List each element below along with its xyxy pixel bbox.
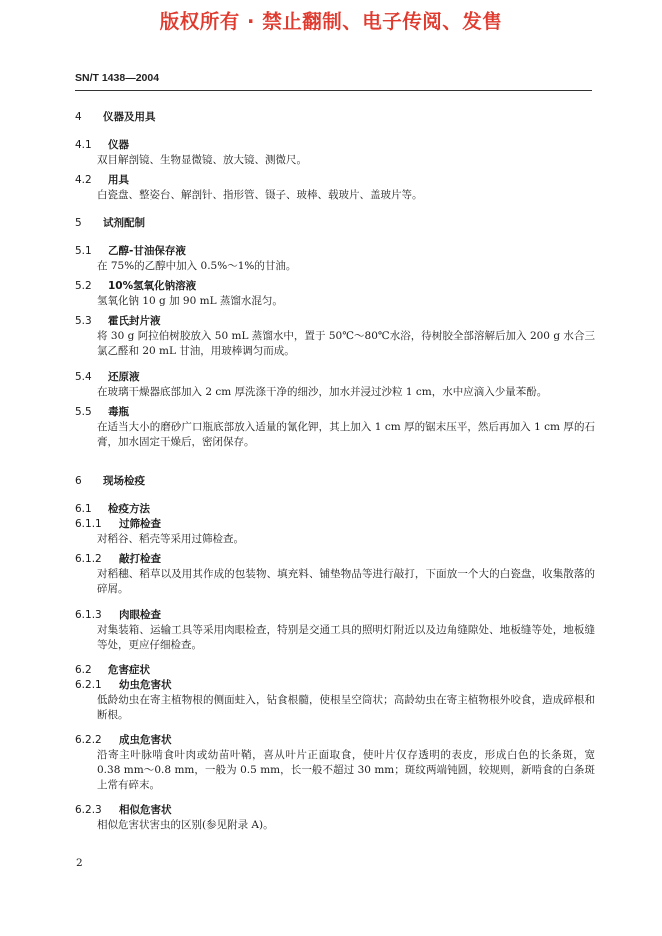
heading-number: 6.1.1 <box>75 518 102 530</box>
heading-number: 5.3 <box>75 315 92 327</box>
heading-number: 5.5 <box>75 406 92 418</box>
heading-title: 危害症状 <box>108 664 150 676</box>
paragraph: 对稻穗、稻草以及用其作成的包装物、填充料、铺垫物品等进行敲打，下面放一个大的白瓷盘，收集散落的碎屑。 <box>97 568 595 595</box>
paragraph: 双目解剖镜、生物显微镜、放大镜、测微尺。 <box>97 154 307 166</box>
section-heading <box>75 678 595 693</box>
heading-title: 成虫危害状 <box>119 734 172 746</box>
chapter-heading <box>75 216 595 231</box>
heading-number: 6.1 <box>75 503 92 515</box>
section-heading <box>75 608 595 623</box>
section-heading <box>75 405 595 420</box>
heading-title: 检疫方法 <box>108 503 150 515</box>
heading-title: 仪器及用具 <box>103 111 156 123</box>
heading-number: 6.2.1 <box>75 679 102 691</box>
section-heading <box>75 502 595 517</box>
heading-title: 霍氏封片液 <box>108 315 161 327</box>
heading-title: 试剂配制 <box>103 217 145 229</box>
section-heading <box>75 173 595 188</box>
heading-title: 毒瓶 <box>108 406 129 418</box>
heading-title: 乙醇-甘油保存液 <box>108 245 186 257</box>
section-heading <box>75 138 595 153</box>
heading-title: 用具 <box>108 174 129 186</box>
heading-number: 4 <box>75 111 82 123</box>
heading-title: 过筛检查 <box>119 518 161 530</box>
paragraph: 沿寄主叶脉啃食叶肉或幼苗叶鞘，喜从叶片正面取食，使叶片仅存透明的表皮，形成白色的长条斑，宽 0.38 mm～0.8 mm，一般为 0.5 mm，长一般不超过 30 mm；斑纹两端钝圆，较规则，新啃食的白条斑上常有碎末。 <box>97 749 595 791</box>
paragraph: 低龄幼虫在寄主植物根的侧面蛀入，钻食根髓，使根呈空筒状；高龄幼虫在寄主植物根外咬食，造成碎根和断根。 <box>97 694 595 721</box>
heading-number: 5.1 <box>75 245 92 257</box>
paragraph: 相似危害状害虫的区别(参见附录 A)。 <box>97 819 274 831</box>
heading-title: 相似危害状 <box>119 804 172 816</box>
paragraph: 对稻谷、稻壳等采用过筛检查。 <box>97 533 244 545</box>
watermark-banner: 版权所有 · 禁止翻制、电子传阅、发售 <box>159 10 503 33</box>
section-heading <box>75 663 595 678</box>
paragraph: 白瓷盘、整姿台、解剖针、指形管、镊子、玻棒、载玻片、盖玻片等。 <box>97 189 423 201</box>
section-heading <box>75 803 595 818</box>
heading-title: 还原液 <box>108 371 140 383</box>
paragraph: 对集装箱、运输工具等采用肉眼检查，特别是交通工具的照明灯附近以及边角缝隙处、地板缝等处，地板缝等处，更应仔细检查。 <box>97 624 595 651</box>
heading-number: 6.1.2 <box>75 553 102 565</box>
section-heading <box>75 552 595 567</box>
section-heading <box>75 517 595 532</box>
section-heading <box>75 314 595 329</box>
chapter-heading <box>75 110 595 125</box>
heading-number: 5.4 <box>75 371 92 383</box>
paragraph: 在玻璃干燥器底部加入 2 cm 厚洗涤干净的细沙，加水并浸过沙粒 1 cm，水中应滴入少量苯酚。 <box>97 386 548 398</box>
heading-title: 敲打检查 <box>119 553 161 565</box>
heading-title: 幼虫危害状 <box>119 679 172 691</box>
heading-number: 6.2.2 <box>75 734 102 746</box>
heading-number: 6 <box>75 475 82 487</box>
page-number: 2 <box>76 857 83 869</box>
chapter-heading <box>75 474 595 489</box>
section-heading <box>75 244 595 259</box>
heading-number: 6.2.3 <box>75 804 102 816</box>
heading-title: 仪器 <box>108 139 129 151</box>
section-heading <box>75 279 595 294</box>
heading-title: 10%氢氧化钠溶液 <box>108 280 197 292</box>
paragraph: 在适当大小的磨砂广口瓶底部放入适量的氰化钾，其上加入 1 cm 厚的锯末压平，然后再加入 1 cm 厚的石膏，加水固定干燥后，密闭保存。 <box>97 421 595 448</box>
heading-number: 6.2 <box>75 664 92 676</box>
header-rule <box>75 90 592 91</box>
heading-number: 5.2 <box>75 280 92 292</box>
heading-title: 现场检疫 <box>103 475 145 487</box>
heading-number: 6.1.3 <box>75 609 102 621</box>
heading-number: 4.1 <box>75 139 92 151</box>
heading-number: 5 <box>75 217 82 229</box>
section-heading <box>75 370 595 385</box>
standard-number: SN/T 1438—2004 <box>75 72 160 84</box>
paragraph: 将 30 g 阿拉伯树胶放入 50 mL 蒸馏水中，置于 50℃～80℃水浴，待树胶全部溶解后加入 200 g 水合三氯乙醛和 20 mL 甘油，用玻棒调匀而成。 <box>97 330 595 357</box>
paragraph: 氢氧化钠 10 g 加 90 mL 蒸馏水混匀。 <box>97 295 283 307</box>
section-heading <box>75 733 595 748</box>
heading-number: 4.2 <box>75 174 92 186</box>
paragraph: 在 75%的乙醇中加入 0.5%～1%的甘油。 <box>97 260 297 272</box>
heading-title: 肉眼检查 <box>119 609 161 621</box>
